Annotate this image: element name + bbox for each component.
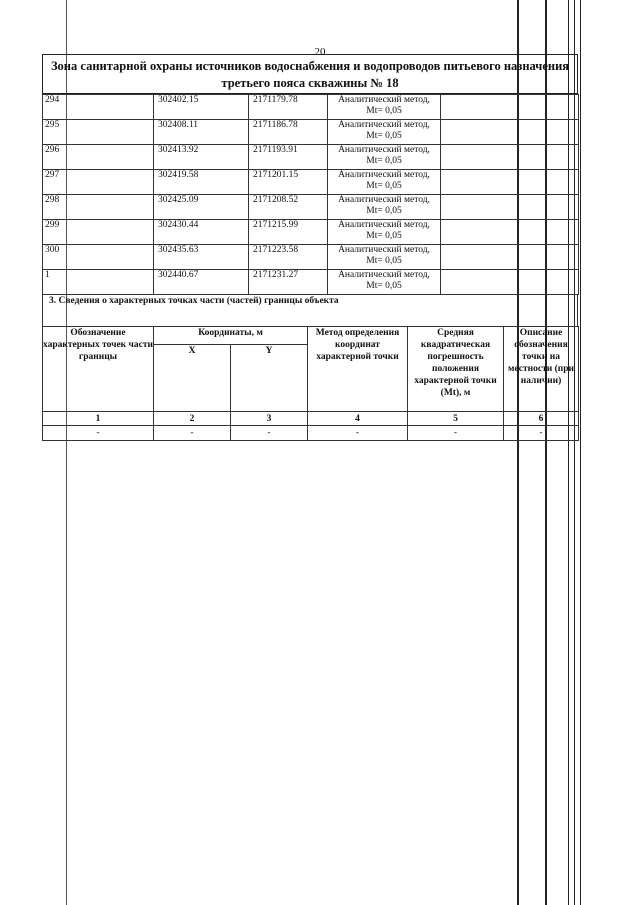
empty-cell (441, 170, 579, 195)
mt-value: Mt= 0,05 (366, 231, 402, 241)
mt-value: Mt= 0,05 (366, 281, 402, 291)
empty-data-row (43, 426, 579, 441)
coord-row (43, 195, 579, 220)
y-coordinate-cell: 2171179.78 (249, 95, 328, 120)
method-text: Аналитический метод, (338, 245, 430, 255)
empty-cell (441, 195, 579, 220)
method-cell (328, 170, 441, 195)
coord-row (43, 120, 579, 145)
x-coordinate-cell: 302440.67 (154, 270, 249, 295)
y-header: Y (231, 345, 308, 412)
empty-cell (441, 245, 579, 270)
point-number-cell: 295 (43, 120, 154, 145)
column-numbers-row (43, 412, 579, 426)
method-text: Аналитический метод, (338, 195, 430, 205)
coordinates-table (42, 94, 579, 295)
y-coordinate-cell: 2171193.91 (249, 145, 328, 170)
method-cell (328, 220, 441, 245)
column-number: 1 (43, 412, 154, 426)
x-coordinate-cell: 302425.09 (154, 195, 249, 220)
y-coordinate-cell: 2171215.99 (249, 220, 328, 245)
x-coordinate-cell: 302435.63 (154, 245, 249, 270)
method-text: Аналитический метод, (338, 95, 430, 105)
point-number-cell: 299 (43, 220, 154, 245)
y-coordinate-cell: 2171201.15 (249, 170, 328, 195)
mt-value: Mt= 0,05 (366, 256, 402, 266)
x-coordinate-cell: 302402.15 (154, 95, 249, 120)
x-header: X (154, 345, 231, 412)
method-cell (328, 270, 441, 295)
column-number: 5 (408, 412, 504, 426)
method-cell (328, 245, 441, 270)
empty-cell (441, 145, 579, 170)
right-border-line-5 (580, 0, 581, 905)
dash-cell: - (43, 426, 154, 441)
method-cell (328, 145, 441, 170)
coord-row (43, 145, 579, 170)
coord-row (43, 220, 579, 245)
point-number-cell: 296 (43, 145, 154, 170)
dash-cell: - (504, 426, 579, 441)
method-cell (328, 195, 441, 220)
empty-cell (441, 220, 579, 245)
x-coordinate-cell: 302430.44 (154, 220, 249, 245)
point-number-cell: 300 (43, 245, 154, 270)
page-number: 20 (314, 46, 326, 58)
column-number: 2 (154, 412, 231, 426)
description-header: Описание обозначения точки на местности (при наличии) (504, 327, 579, 412)
dash-cell: - (408, 426, 504, 441)
page-title: Зона санитарной охраны источников водоснабжения и водопроводов питьевого назначения третьего пояса скважины № 18 (42, 54, 578, 94)
dash-cell: - (231, 426, 308, 441)
method-text: Аналитический метод, (338, 220, 430, 230)
mt-value: Mt= 0,05 (366, 181, 402, 191)
method-cell (328, 95, 441, 120)
method-text: Аналитический метод, (338, 120, 430, 130)
designation-header: Обозначение характерных точек части границы (43, 327, 154, 412)
mt-value: Mt= 0,05 (366, 206, 402, 216)
column-number: 6 (504, 412, 579, 426)
mt-value: Mt= 0,05 (366, 156, 402, 166)
coord-row (43, 95, 579, 120)
point-number-cell: 297 (43, 170, 154, 195)
coord-row (43, 170, 579, 195)
section-3-heading: 3. Сведения о характерных точках части (частей) границы объекта (42, 294, 578, 326)
coord-row (43, 245, 579, 270)
point-number-cell: 1 (43, 270, 154, 295)
method-text: Аналитический метод, (338, 145, 430, 155)
dash-cell: - (308, 426, 408, 441)
characteristic-points-table (42, 326, 579, 441)
dash-cell: - (154, 426, 231, 441)
x-coordinate-cell: 302419.58 (154, 170, 249, 195)
y-coordinate-cell: 2171186.78 (249, 120, 328, 145)
y-coordinate-cell: 2171208.52 (249, 195, 328, 220)
x-coordinate-cell: 302408.11 (154, 120, 249, 145)
empty-cell (441, 120, 579, 145)
mt-value: Mt= 0,05 (366, 106, 402, 116)
coordinates-header: Координаты, м (154, 327, 308, 345)
method-header: Метод определения координат характерной точки (308, 327, 408, 412)
empty-cell (441, 95, 579, 120)
point-number-cell: 294 (43, 95, 154, 120)
method-text: Аналитический метод, (338, 170, 430, 180)
error-header: Средняя квадратическая погрешность положения характерной точки (Mt), м (408, 327, 504, 412)
column-number: 4 (308, 412, 408, 426)
method-cell (328, 120, 441, 145)
empty-cell (441, 270, 579, 295)
coord-row (43, 270, 579, 295)
y-coordinate-cell: 2171223.58 (249, 245, 328, 270)
point-number-cell: 298 (43, 195, 154, 220)
mt-value: Mt= 0,05 (366, 131, 402, 141)
x-coordinate-cell: 302413.92 (154, 145, 249, 170)
method-text: Аналитический метод, (338, 270, 430, 280)
column-number: 3 (231, 412, 308, 426)
y-coordinate-cell: 2171231.27 (249, 270, 328, 295)
